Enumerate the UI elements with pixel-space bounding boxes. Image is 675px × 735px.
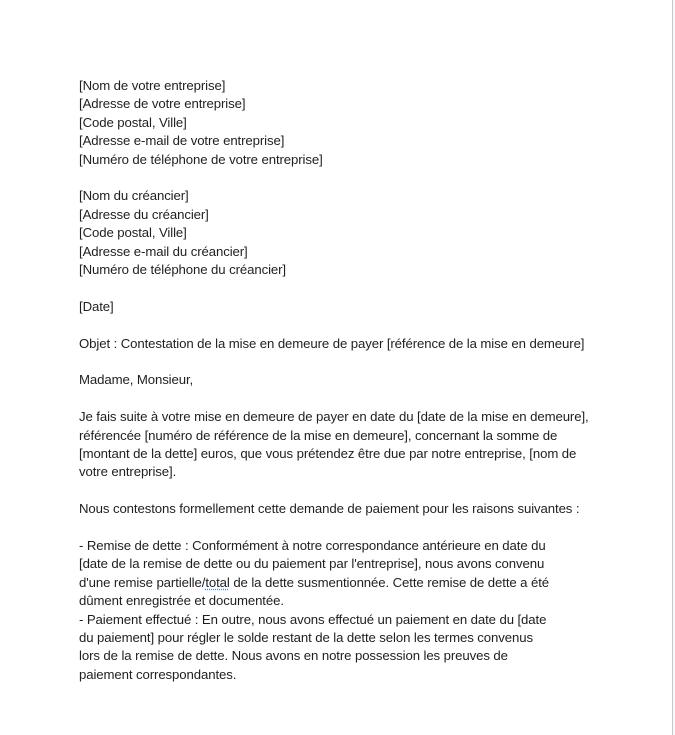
reason-payment-made: - Paiement effectué : En outre, nous avons effectué un paiement en date du [date du paiement] pour régler le solde restant de la dette selon les termes convenus lors de la remise de dette. Nous avons en notre possession les preuves de paiement correspondantes.	[79, 611, 547, 682]
sender-email: [Adresse e-mail de votre entreprise]	[79, 133, 285, 149]
recipient-email: [Adresse e-mail du créancier]	[79, 243, 248, 259]
blank-line	[79, 390, 591, 408]
blank-line	[79, 519, 591, 537]
recipient-phone: [Numéro de téléphone du créancier]	[79, 262, 286, 278]
recipient-name: [Nom du créancier]	[79, 188, 189, 204]
blank-line	[79, 316, 591, 334]
document-body[interactable]	[79, 77, 591, 684]
recipient-postal-city: [Code postal, Ville]	[79, 225, 187, 241]
sender-company-name: [Nom de votre entreprise]	[79, 78, 226, 93]
sender-phone: [Numéro de téléphone de votre entreprise]	[79, 151, 323, 167]
recipient-address: [Adresse du créancier]	[79, 206, 209, 222]
letter-subject: Objet : Contestation de la mise en demeure de payer [référence de la mise en demeure]	[79, 335, 585, 351]
spellcheck-flagged-word[interactable]: total	[205, 574, 230, 590]
reason-debt-remission	[79, 537, 551, 611]
reason-debt-remission-text: - Remise de dette : Conformément à notre correspondance antérieure en date du [date de la remise de dette ou du paiement par l'entreprise], nous avons convenu d'une remise partielle/	[79, 538, 546, 590]
sender-address-block	[79, 77, 591, 169]
letter-salutation: Madame, Monsieur,	[79, 372, 194, 388]
blank-line	[79, 279, 591, 297]
body-paragraph-contest: Nous contestons formellement cette demande de paiement pour les raisons suivantes :	[79, 501, 580, 517]
letter-date: [Date]	[79, 298, 114, 314]
blank-line	[79, 353, 591, 371]
sender-address: [Adresse de votre entreprise]	[79, 96, 246, 112]
body-paragraph-intro: Je fais suite à votre mise en demeure de payer en date du [date de la mise en demeure], référencée [numéro de référence de la mise en demeure], concernant la somme de [montant de la dette] euros, que vous prétendez être due par notre entreprise, [nom de votre entreprise].	[79, 409, 589, 480]
blank-line	[79, 169, 591, 187]
reason-debt-remission-text-end: de la dette susmentionnée. Cette remise de dette a été dûment enregistrée et documentée.	[79, 574, 550, 609]
recipient-address-block	[79, 187, 591, 279]
blank-line	[79, 482, 591, 500]
sender-postal-city: [Code postal, Ville]	[79, 114, 187, 130]
